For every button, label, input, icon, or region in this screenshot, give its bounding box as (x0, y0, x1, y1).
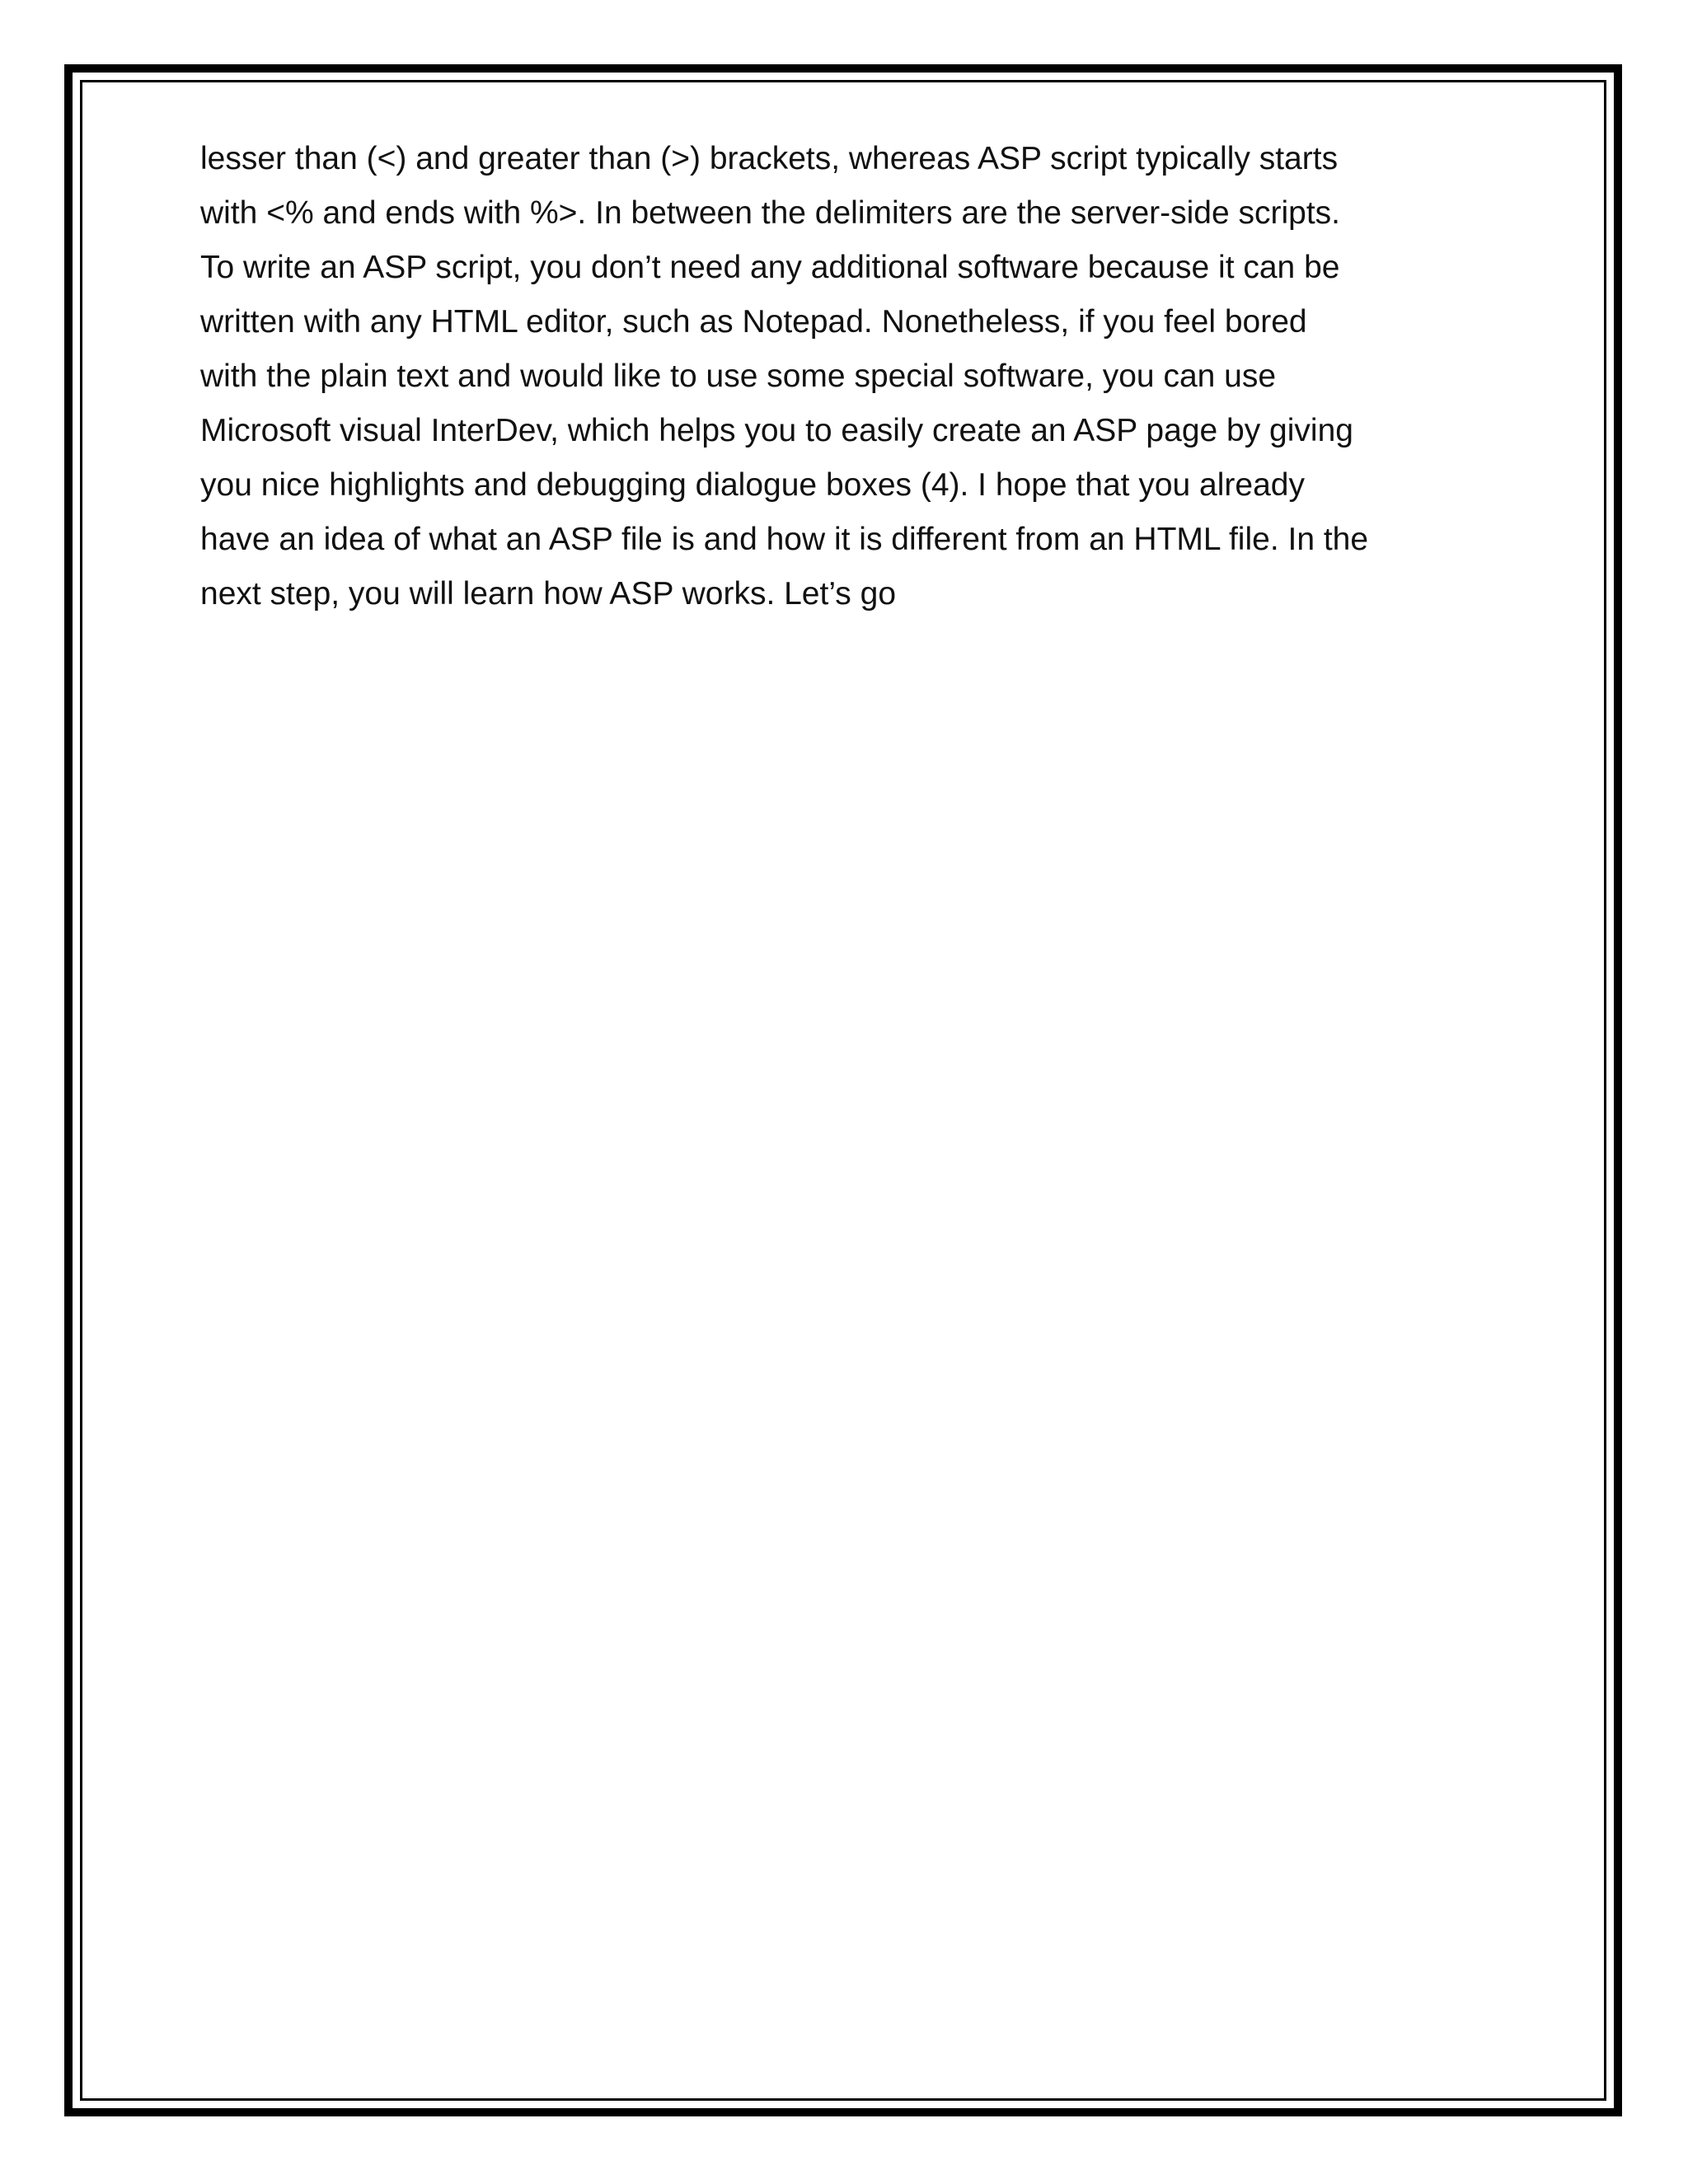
paragraph-line: with the plain text and would like to use some special software, you can use (200, 359, 1277, 394)
paragraph-line: lesser than (<) and greater than (>) brackets, whereas ASP script typically starts (200, 141, 1339, 176)
body-paragraph (200, 132, 1536, 621)
paragraph-line: with <% and ends with %>. In between the delimiters are the server-side scripts. (200, 195, 1340, 231)
paragraph-line: Microsoft visual InterDev, which helps you to easily create an ASP page by giving (200, 413, 1353, 448)
paragraph-line: To write an ASP script, you don’t need any additional software because it can be (200, 250, 1340, 285)
paragraph-line: next step, you will learn how ASP works. Let’s go (200, 576, 897, 612)
paragraph-line: you nice highlights and debugging dialogue boxes (4). I hope that you already (200, 467, 1305, 503)
paragraph-line: have an idea of what an ASP file is and how it is different from an HTML file. In the (200, 522, 1369, 557)
paragraph-line: written with any HTML editor, such as Notepad. Nonetheless, if you feel bored (200, 304, 1307, 340)
